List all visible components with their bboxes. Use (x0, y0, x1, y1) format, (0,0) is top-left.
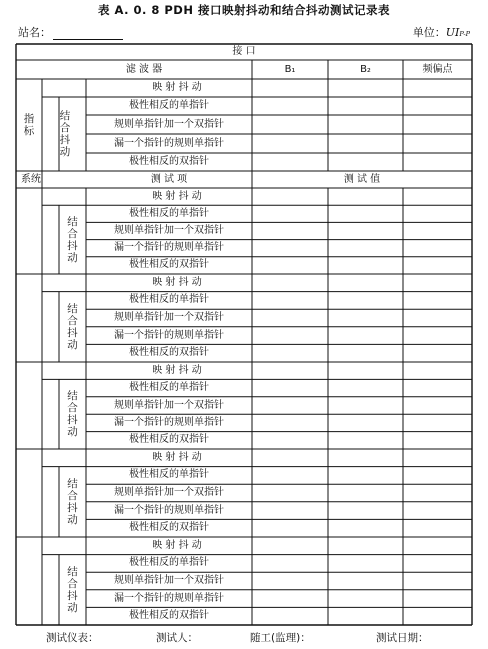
test-value-header: 测 试 值 (343, 173, 381, 185)
test-item-row: 漏一个指针的规则单指针 (114, 416, 224, 428)
test-item-row: 映 射 抖 动 (152, 451, 202, 463)
combined-jitter-label: 结合抖动 (67, 565, 78, 614)
test-item-row: 映 射 抖 动 (152, 190, 202, 202)
test-item-row: 漏一个指针的规则单指针 (114, 592, 224, 604)
indicator-item: 规则单指针加一个双指针 (114, 118, 224, 130)
test-item-row: 极性相反的单指针 (129, 382, 209, 394)
footer-supervisor: 随工(监理)： (250, 632, 311, 644)
test-item-row: 极性相反的单指针 (129, 294, 209, 306)
test-item-row: 极性相反的单指针 (129, 469, 209, 481)
indicator-item: 漏一个指针的规则单指针 (114, 137, 224, 149)
station-label: 站名： (18, 26, 51, 39)
test-item-row: 漏一个指针的规则单指针 (114, 504, 224, 516)
test-item-row: 规则单指针加一个双指针 (114, 312, 224, 323)
test-item-row: 规则单指针加一个双指针 (114, 487, 224, 498)
unit-label: 单位： (412, 26, 446, 39)
test-item-row: 极性相反的双指针 (129, 434, 209, 446)
test-item-row: 极性相反的单指针 (129, 207, 209, 219)
indicator-label: 指标 (23, 113, 35, 137)
combined-jitter-label: 结合抖动 (67, 390, 78, 439)
test-item-row: 规则单指针加一个双指针 (114, 225, 224, 236)
test-item-row: 映 射 抖 动 (152, 276, 202, 288)
combined-jitter-label: 结合抖动 (67, 215, 78, 264)
test-item-row: 漏一个指针的规则单指针 (114, 242, 224, 254)
test-item-row: 极性相反的双指针 (129, 347, 209, 359)
interface-header: 接 口 (232, 46, 256, 57)
indicator-item: 极性相反的单指针 (129, 100, 209, 111)
system-header: 系统 (21, 173, 41, 185)
combined-jitter-label: 结合抖动 (67, 477, 78, 526)
footer-tester: 测试人： (156, 632, 198, 644)
test-item-header: 测 试 项 (150, 173, 188, 185)
indicator-item: 极性相反的双指针 (129, 156, 209, 167)
unit-subscript: P-P (459, 30, 470, 38)
indicator-item: 映 射 抖 动 (152, 82, 202, 93)
test-item-row: 极性相反的双指针 (129, 259, 209, 271)
test-item-row: 极性相反的单指针 (129, 557, 209, 569)
freq-offset-header: 频偏点 (422, 64, 453, 75)
test-item-row: 极性相反的双指针 (129, 522, 209, 534)
unit-value: UI (445, 26, 460, 39)
test-item-row: 极性相反的双指针 (129, 610, 209, 622)
footer-date: 测试日期： (376, 632, 429, 644)
test-item-row: 映 射 抖 动 (152, 539, 202, 551)
test-item-row: 漏一个指针的规则单指针 (114, 329, 224, 341)
test-item-row: 规则单指针加一个双指针 (114, 575, 224, 586)
test-item-row: 映 射 抖 动 (152, 364, 202, 376)
test-item-row: 规则单指针加一个双指针 (114, 399, 224, 411)
page-title: 表 A. 0. 8 PDH 接口映射抖动和结合抖动测试记录表 (98, 3, 390, 17)
combined-jitter-label: 结合抖动 (67, 302, 78, 351)
b1-header: B₁ (284, 64, 296, 75)
footer-instrument: 测试仪表： (46, 632, 99, 644)
b2-header: B₂ (360, 64, 371, 75)
combined-jitter-label: 结合抖动 (59, 110, 71, 158)
filter-header: 滤 波 器 (125, 64, 163, 75)
